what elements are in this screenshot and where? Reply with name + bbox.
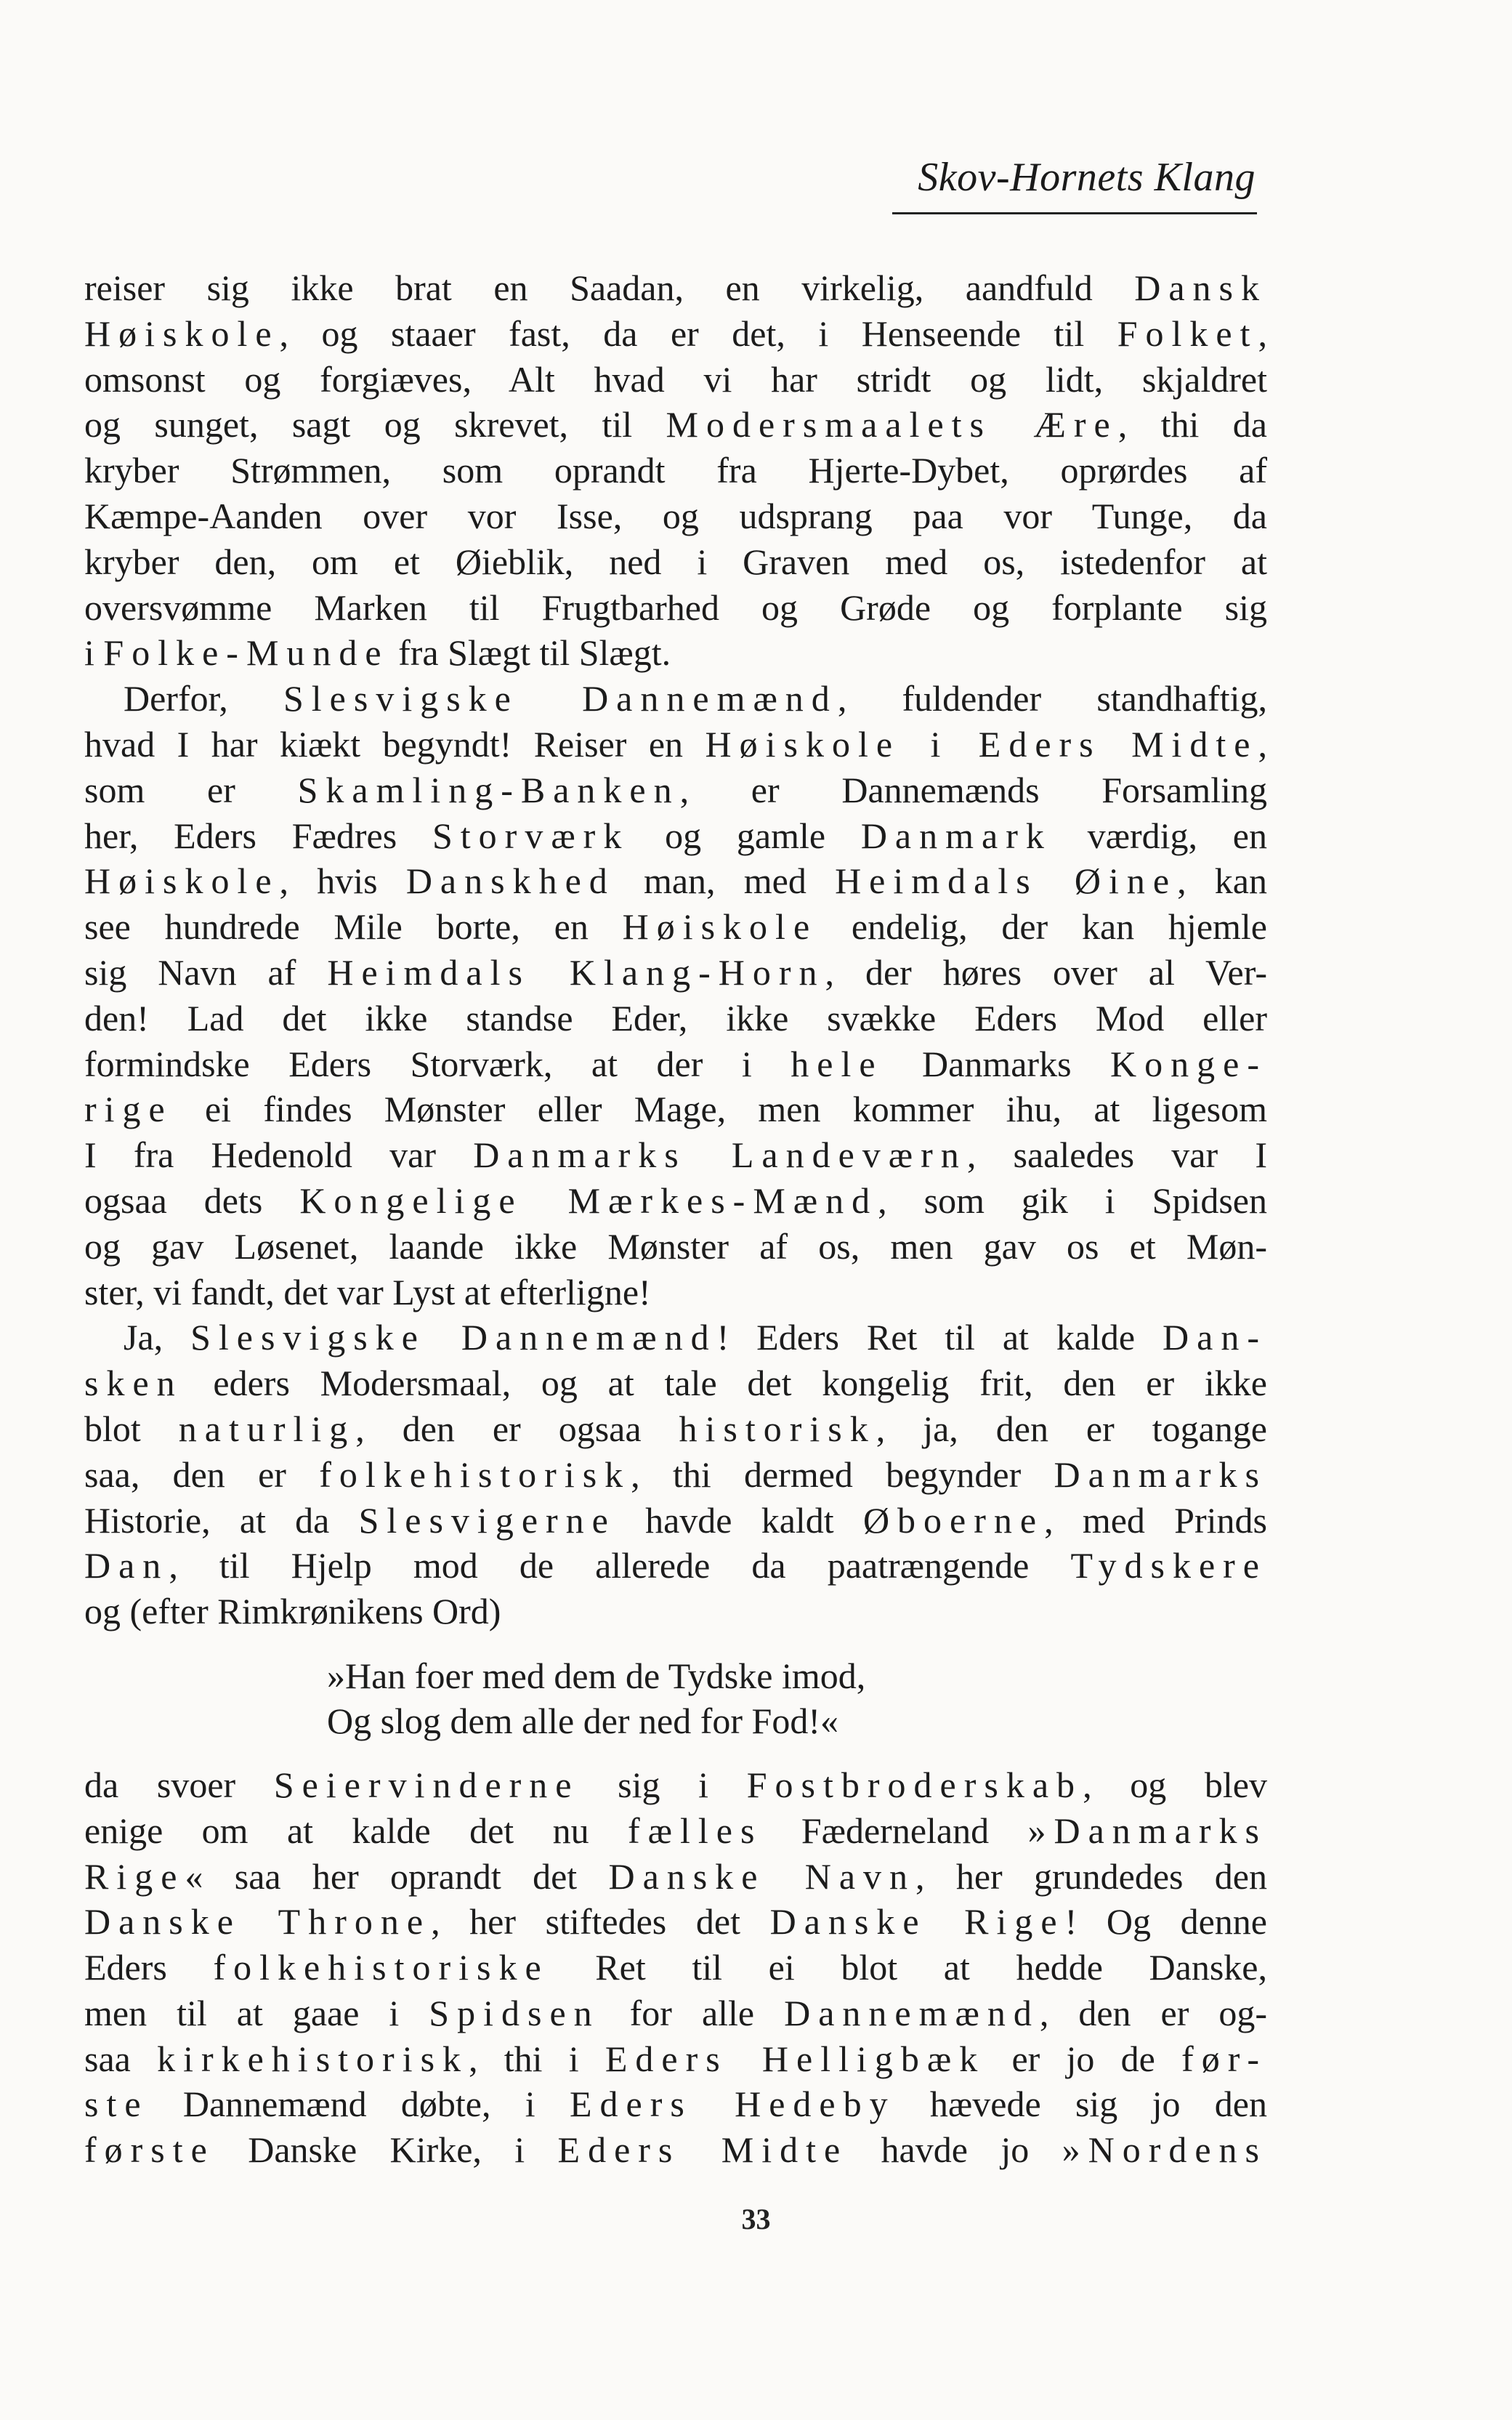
spaced-emphasis: Eders Midte bbox=[557, 2129, 849, 2171]
text-run: ! Og denne bbox=[1064, 1901, 1267, 1943]
spaced-emphasis: historisk bbox=[679, 1408, 876, 1449]
spaced-emphasis: Høiskole bbox=[84, 860, 280, 902]
text-line bbox=[84, 1224, 1267, 1270]
spaced-emphasis: Dannemænd bbox=[784, 1992, 1040, 2033]
text-run: , her stiftedes det bbox=[431, 1901, 770, 1943]
text-run: saa bbox=[84, 2038, 158, 2079]
spaced-emphasis: sken bbox=[84, 1363, 183, 1404]
text-run: , som gik i Spidsen bbox=[878, 1179, 1267, 1221]
text-run: Derfor, bbox=[124, 678, 283, 719]
text-run: omsonst og forgiæves, Alt hvad vi har stridt og lidt, skjaldret bbox=[84, 358, 1267, 400]
text-line bbox=[84, 1991, 1267, 2036]
spaced-emphasis: Danmarks Landeværn bbox=[473, 1134, 967, 1176]
text-line bbox=[84, 585, 1267, 631]
text-line bbox=[84, 1498, 1267, 1544]
text-run: , thi dermed begynder bbox=[631, 1453, 1054, 1495]
text-line bbox=[84, 448, 1267, 493]
spaced-emphasis: Høiskole bbox=[84, 312, 280, 354]
spaced-emphasis: Dan- bbox=[1163, 1317, 1267, 1358]
text-run: er jo de bbox=[985, 2038, 1182, 2079]
text-run: her, Eders Fædres bbox=[84, 815, 432, 856]
text-line bbox=[84, 1808, 1267, 1854]
text-line bbox=[84, 1178, 1267, 1224]
text-run: , saaledes var I bbox=[966, 1134, 1267, 1176]
text-line bbox=[84, 1762, 1267, 1808]
text-run: , kan bbox=[1177, 860, 1267, 902]
spaced-emphasis: Fostbroderskab bbox=[746, 1764, 1083, 1805]
spaced-emphasis: Seiervinderne bbox=[273, 1764, 580, 1805]
text-run: kryber Strømmen, som oprandt fra Hjerte-Dybet, oprørdes af bbox=[84, 450, 1267, 491]
text-line bbox=[84, 1854, 1267, 1900]
text-line bbox=[84, 996, 1267, 1041]
text-run: Ja, bbox=[124, 1317, 191, 1358]
text-run: og gamle bbox=[629, 815, 861, 856]
spaced-emphasis: rige bbox=[84, 1089, 173, 1130]
spaced-emphasis: Slesvigerne bbox=[358, 1499, 616, 1541]
text-run: Danmarks bbox=[883, 1043, 1111, 1084]
text-run: , hvis bbox=[279, 860, 406, 902]
spaced-emphasis: Heimdals Øine bbox=[835, 860, 1178, 902]
spaced-emphasis: hele bbox=[791, 1043, 884, 1084]
text-run: Danske Kirke, i bbox=[214, 2129, 558, 2171]
text-run: og gav Løsenet, laande ikke Mønster af os, men gav os et Møn- bbox=[84, 1225, 1267, 1267]
running-head: Skov-Hornets Klang bbox=[918, 155, 1256, 200]
spaced-emphasis: Spidsen bbox=[429, 1992, 600, 2033]
spaced-emphasis: fælles bbox=[627, 1810, 763, 1851]
text-line bbox=[84, 2036, 1267, 2082]
spaced-emphasis: Høiskole bbox=[622, 906, 818, 948]
spaced-emphasis: folkehistorisk bbox=[319, 1453, 631, 1495]
text-line bbox=[84, 1041, 1267, 1087]
spaced-emphasis: Folket bbox=[1117, 312, 1258, 354]
text-run: , og staaer fast, da er det, i Henseende til bbox=[279, 312, 1117, 354]
text-line bbox=[84, 904, 1267, 950]
text-line bbox=[84, 676, 1267, 722]
text-run: Historie, at da bbox=[84, 1499, 359, 1541]
text-run: oversvømme Marken til Frugtbarhed og Grøde og forplante sig bbox=[84, 586, 1267, 628]
text-run: Eders bbox=[84, 1947, 214, 1988]
text-run: , der høres over al Ver- bbox=[825, 951, 1267, 993]
text-line bbox=[84, 1132, 1267, 1178]
spaced-emphasis: »Danmarks bbox=[1027, 1810, 1267, 1851]
text-block-after-verse bbox=[84, 1762, 1267, 2173]
text-line bbox=[84, 539, 1267, 585]
spaced-emphasis: første bbox=[84, 2129, 215, 2171]
text-line bbox=[84, 402, 1267, 448]
text-line bbox=[84, 357, 1267, 403]
text-run: , thi i bbox=[469, 2038, 605, 2079]
text-run: for alle bbox=[599, 1992, 785, 2033]
text-line bbox=[84, 1270, 1267, 1315]
body-text bbox=[84, 265, 1267, 2173]
spaced-emphasis: Dansk bbox=[1134, 267, 1267, 308]
text-run: havde kaldt bbox=[615, 1499, 863, 1541]
spaced-emphasis: Heimdals Klang-Horn bbox=[327, 951, 825, 993]
spaced-emphasis: Danske Navn bbox=[608, 1855, 916, 1897]
text-line bbox=[84, 265, 1267, 311]
verse-line: »Han foer med dem de Tydske imod, bbox=[327, 1655, 866, 1696]
text-run: , den er ogsaa bbox=[355, 1408, 679, 1449]
text-run: men til at gaae i bbox=[84, 1992, 429, 2033]
text-line bbox=[84, 767, 1267, 813]
text-run: I fra Hedenold var bbox=[84, 1134, 474, 1176]
text-line bbox=[84, 1589, 1267, 1634]
spaced-emphasis: Kongelige Mærkes-Mænd bbox=[299, 1179, 878, 1221]
text-line bbox=[84, 1315, 1267, 1360]
verse-quote bbox=[84, 1653, 1267, 1743]
text-run: , bbox=[1258, 723, 1267, 765]
text-line bbox=[84, 858, 1267, 904]
text-run: den! Lad det ikke standse Eder, ikke svække Eders Mod eller bbox=[84, 997, 1267, 1038]
spaced-emphasis: Konge- bbox=[1110, 1043, 1267, 1084]
text-run: blot bbox=[84, 1408, 179, 1449]
spaced-emphasis: Øboerne bbox=[862, 1499, 1045, 1541]
text-run: og (efter Rimkrønikens Ord) bbox=[84, 1591, 501, 1632]
text-run: som er bbox=[84, 769, 298, 810]
spaced-emphasis: Slesvigske Dannemænd bbox=[283, 678, 838, 719]
text-run: ! Eders Ret til at kalde bbox=[716, 1317, 1163, 1358]
text-run: hævede sig jo den bbox=[895, 2084, 1267, 2125]
spaced-emphasis: Danskhed bbox=[405, 860, 615, 902]
spaced-emphasis: Modersmaalets Ære bbox=[666, 404, 1118, 445]
text-run: Ret til ei blot at hedde Danske, bbox=[549, 1947, 1267, 1988]
spaced-emphasis: Skamling-Banken bbox=[297, 769, 680, 810]
text-run: sig Navn af bbox=[84, 951, 328, 993]
text-run: ogsaa dets bbox=[84, 1179, 300, 1221]
text-line bbox=[84, 2127, 1267, 2173]
spaced-emphasis: Danmark bbox=[860, 815, 1052, 856]
text-run: sig i bbox=[579, 1764, 747, 1805]
text-line bbox=[84, 493, 1267, 539]
text-line bbox=[84, 311, 1267, 357]
page-number: 33 bbox=[741, 2203, 771, 2235]
spaced-emphasis: ste bbox=[84, 2084, 149, 2125]
text-line bbox=[84, 2081, 1267, 2127]
spaced-emphasis: »Nordens bbox=[1062, 2129, 1268, 2171]
spaced-emphasis: Tydskere bbox=[1070, 1545, 1267, 1586]
text-run: enige om at kalde det nu bbox=[84, 1810, 628, 1851]
text-line bbox=[84, 630, 1267, 676]
text-run: , fuldender standhaftig, bbox=[837, 678, 1267, 719]
text-run: formindske Eders Storværk, at der i bbox=[84, 1043, 791, 1084]
running-head-rule bbox=[892, 212, 1257, 214]
text-line bbox=[84, 722, 1267, 767]
text-run: , og blev bbox=[1083, 1764, 1267, 1805]
text-run: reiser sig ikke brat en Saadan, en virkelig, aandfuld bbox=[84, 267, 1135, 308]
spaced-emphasis: naturlig bbox=[178, 1408, 356, 1449]
text-line bbox=[84, 1360, 1267, 1406]
text-run: i bbox=[84, 632, 104, 674]
text-line bbox=[84, 813, 1267, 859]
spaced-emphasis: Høiskole i Eders Midte bbox=[705, 723, 1258, 765]
text-run: see hundrede Mile borte, en bbox=[84, 906, 623, 948]
spaced-emphasis: Storværk bbox=[432, 815, 630, 856]
text-run: havde jo bbox=[848, 2129, 1062, 2171]
text-run: værdig, en bbox=[1051, 815, 1267, 856]
text-run: Dannemænd døbte, i bbox=[148, 2084, 570, 2125]
text-run: eders Modersmaal, og at tale det kongelig frit, den er ikke bbox=[182, 1363, 1267, 1404]
text-line bbox=[84, 1406, 1267, 1452]
text-run: , her grundedes den bbox=[915, 1855, 1267, 1897]
spaced-emphasis: Eders Hedeby bbox=[569, 2084, 896, 2125]
text-line bbox=[84, 1086, 1267, 1132]
text-run: , den er og- bbox=[1039, 1992, 1268, 2033]
text-run: man, med bbox=[615, 860, 836, 902]
spaced-emphasis: Danske Rige bbox=[769, 1901, 1065, 1943]
spaced-emphasis: før- bbox=[1181, 2038, 1267, 2079]
text-run: endelig, der kan hjemle bbox=[817, 906, 1267, 948]
text-run: , med Prinds bbox=[1044, 1499, 1267, 1541]
text-run: Fæderneland bbox=[762, 1810, 1028, 1851]
spaced-emphasis: Danske Throne bbox=[84, 1901, 432, 1943]
text-run: ster, vi fandt, det var Lyst at efterligne! bbox=[84, 1271, 651, 1312]
text-line bbox=[84, 950, 1267, 996]
spaced-emphasis: Danmarks bbox=[1054, 1453, 1267, 1495]
text-run: og sunget, sagt og skrevet, til bbox=[84, 404, 666, 445]
spaced-emphasis: kirkehistorisk bbox=[157, 2038, 469, 2079]
text-run: , ja, den er togange bbox=[876, 1408, 1267, 1449]
text-line bbox=[84, 1452, 1267, 1498]
spaced-emphasis: Folke-Munde bbox=[103, 632, 389, 674]
text-run: fra Slægt til Slægt. bbox=[389, 632, 671, 674]
spaced-emphasis: Dan bbox=[84, 1545, 169, 1586]
text-run: saa, den er bbox=[84, 1453, 320, 1495]
text-run: ei findes Mønster eller Mage, men kommer ihu, at ligesom bbox=[172, 1089, 1267, 1130]
spaced-emphasis: Eders Helligbæk bbox=[605, 2038, 986, 2079]
text-run: « saa her oprandt det bbox=[185, 1855, 609, 1897]
text-line bbox=[84, 1543, 1267, 1589]
text-line bbox=[84, 1899, 1267, 1945]
text-block-before-verse bbox=[84, 265, 1267, 1634]
text-run: , til Hjelp mod de allerede da paatrængende bbox=[169, 1545, 1071, 1586]
text-line bbox=[84, 1945, 1267, 1991]
text-run: da svoer bbox=[84, 1764, 274, 1805]
text-run: , thi da bbox=[1117, 404, 1267, 445]
text-run: Kæmpe-Aanden over vor Isse, og udsprang paa vor Tunge, da bbox=[84, 495, 1267, 536]
spaced-emphasis: Rige bbox=[84, 1855, 185, 1897]
text-run: kryber den, om et Øieblik, ned i Graven med os, istedenfor at bbox=[84, 541, 1267, 582]
verse-line: Og slog dem alle der ned for Fod!« bbox=[327, 1700, 839, 1741]
text-run: hvad I har kiækt begyndt! Reiser en bbox=[84, 723, 706, 765]
text-run: , bbox=[1258, 312, 1267, 354]
text-run: , er Dannemænds Forsamling bbox=[679, 769, 1267, 810]
spaced-emphasis: Slesvigske Dannemænd bbox=[190, 1317, 717, 1358]
spaced-emphasis: folkehistoriske bbox=[213, 1947, 549, 1988]
